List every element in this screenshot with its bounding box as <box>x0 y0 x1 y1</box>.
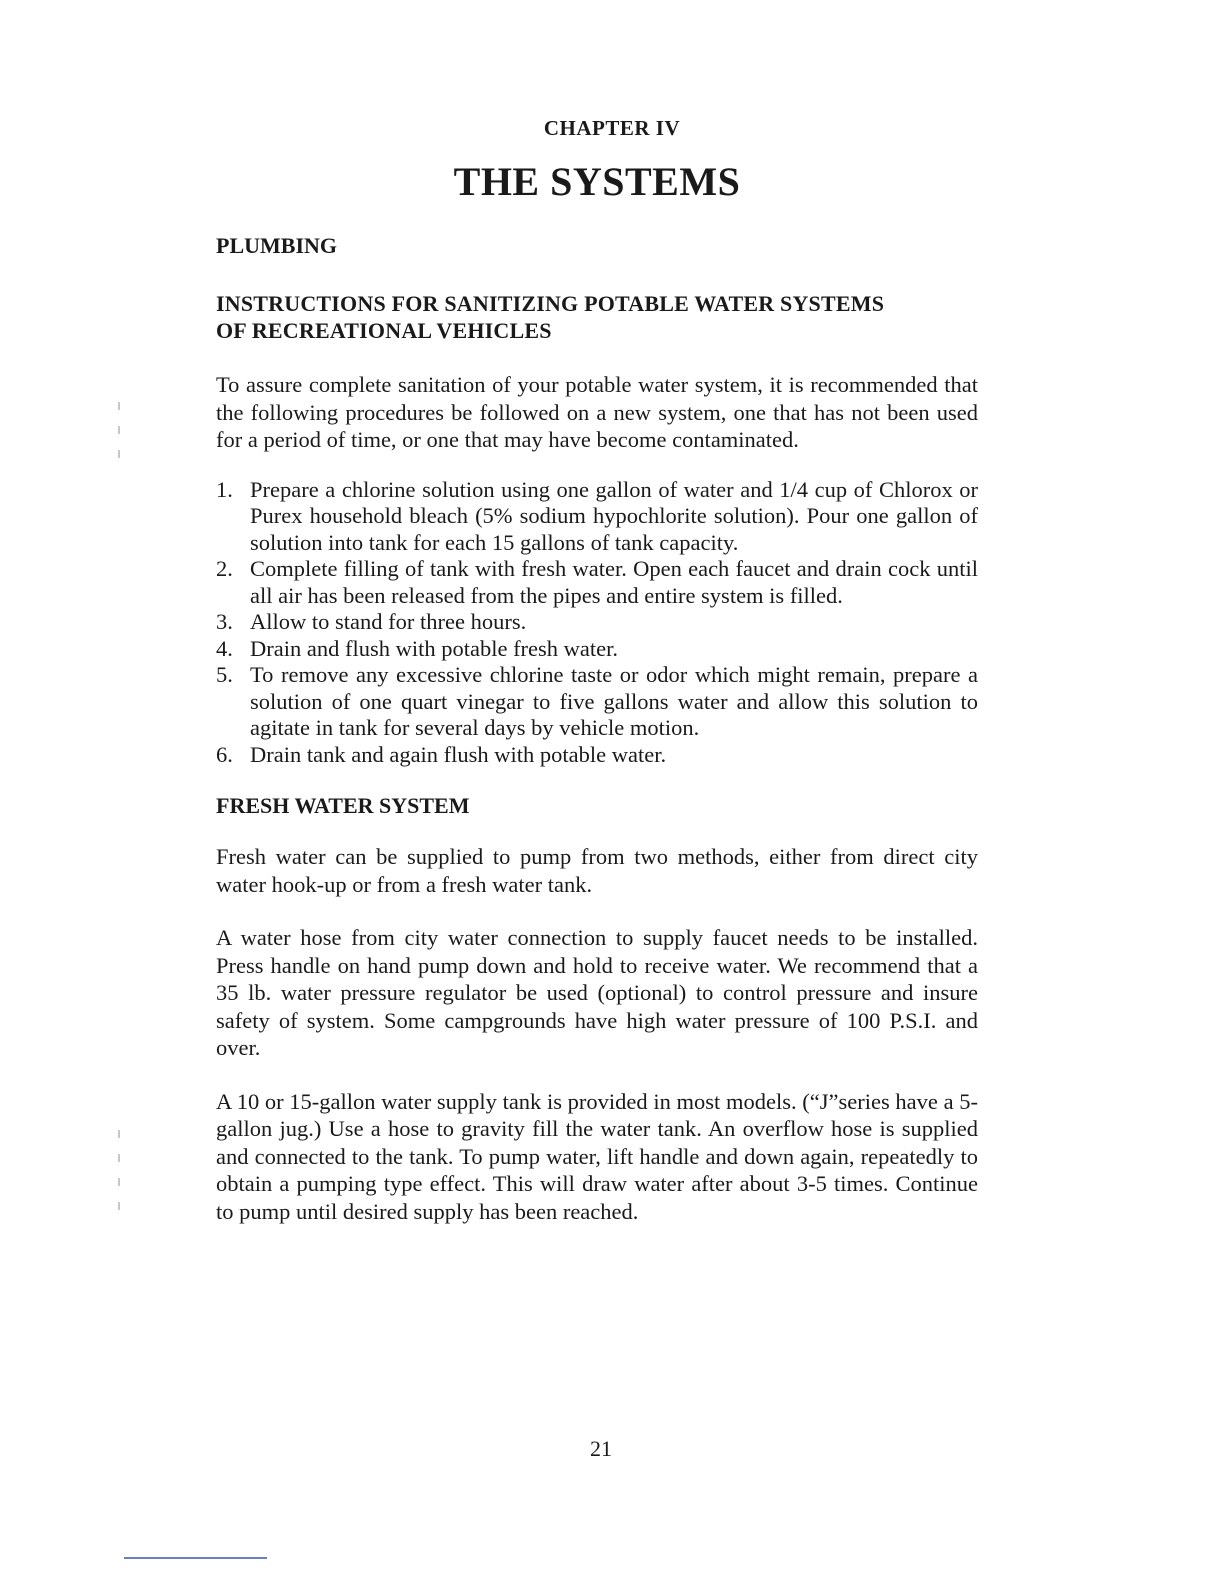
fresh-water-paragraph-3: A 10 or 15-gallon water supply tank is provided in most models. (“J”series have a 5-gallon jug.) Use a hose to gravity fill the water tank. An overflow hose is supplied and connected to the tank. To pump water, lift handle and down again, repeatedly to obtain a pumping type effect. This will draw water after about 3-5 times. Continue to pump until desired supply has been reached. <box>216 1088 978 1224</box>
step-text: Drain and flush with potable fresh water. <box>250 635 619 661</box>
step-text: Allow to stand for three hours. <box>250 609 527 634</box>
list-item <box>216 477 978 557</box>
sanitizing-heading-line-1: INSTRUCTIONS FOR SANITIZING POTABLE WATER SYSTEMS <box>216 291 885 316</box>
scan-edge-marks-lower <box>116 1130 122 1226</box>
page-number: 21 <box>590 1436 612 1461</box>
page-content <box>216 232 978 1225</box>
chapter-label: CHAPTER IV <box>543 116 681 140</box>
step-text: Prepare a chlorine solution using one gallon of water and 1/4 cup of Chlorox or Purex household bleach (5% sodium hypochlorite solution). Pour one gallon of solution into tank for each 15 gallons of tank capacity. <box>250 476 978 555</box>
list-item <box>216 556 978 609</box>
step-number: 3. <box>216 609 233 634</box>
page-title: THE SYSTEMS <box>453 159 741 204</box>
sanitation-intro-paragraph: To assure complete sanitation of your potable water system, it is recommended that the following procedures be followed on a new system, one that has not been used for a period of time, or one that may have become contaminated. <box>216 372 978 452</box>
step-text: Complete filling of tank with fresh water. Open each faucet and drain cock until all air has been released from the pipes and entire system is filled. <box>250 556 978 608</box>
list-item <box>216 636 978 663</box>
list-item <box>216 742 978 769</box>
step-number: 4. <box>216 635 233 661</box>
list-item <box>216 662 978 742</box>
step-number: 2. <box>216 556 233 581</box>
sanitizing-heading-line-2: OF RECREATIONAL VEHICLES <box>216 318 552 343</box>
sanitizing-steps-list <box>216 477 978 769</box>
fresh-water-system-heading: FRESH WATER SYSTEM <box>216 793 470 818</box>
fresh-water-paragraph-1: Fresh water can be supplied to pump from two methods, either from direct city water hook-up or from a fresh water tank. <box>216 844 978 897</box>
list-item <box>216 609 978 636</box>
step-number: 5. <box>216 662 233 687</box>
bottom-rule-divider <box>124 1557 267 1559</box>
plumbing-heading: PLUMBING <box>216 233 337 258</box>
step-number: 1. <box>216 476 233 502</box>
fresh-water-paragraph-2: A water hose from city water connection to supply faucet needs to be installed. Press handle on hand pump down and hold to receive water. We recommend that a 35 lb. water pressure regulator be used (optional) to control pressure and insure safety of system. Some campgrounds have high water pressure of 100 P.S.I. and over. <box>216 925 978 1060</box>
sanitizing-instructions-heading <box>216 290 978 344</box>
step-text: To remove any excessive chlorine taste or odor which might remain, prepare a solution of one quart vinegar to five gallons water and allow this solution to agitate in tank for several days by vehicle motion. <box>250 662 978 740</box>
step-number: 6. <box>216 741 233 767</box>
scan-edge-marks-upper <box>116 402 122 474</box>
step-text: Drain tank and again flush with potable water. <box>250 741 667 767</box>
